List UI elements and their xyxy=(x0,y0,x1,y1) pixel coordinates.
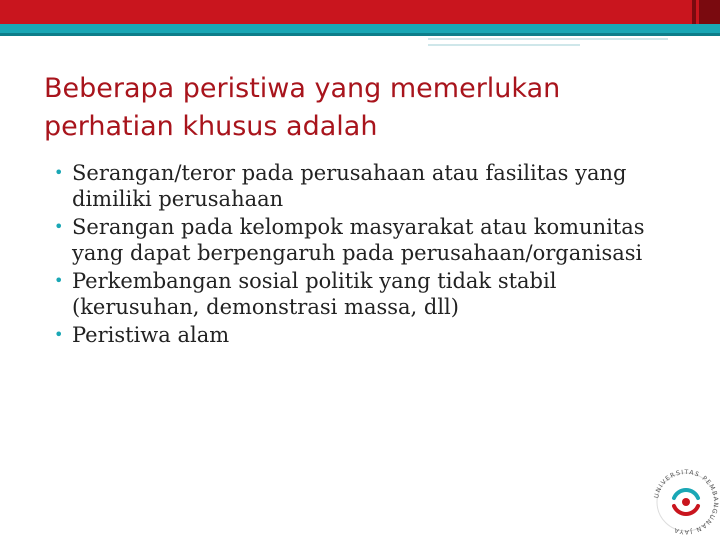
bullet-dot-icon: • xyxy=(54,163,64,182)
svg-text:UNIVERSITAS PEMBANGUNAN JAYA: UNIVERSITAS PEMBANGUNAN JAYA xyxy=(653,468,720,536)
bullet-dot-icon: • xyxy=(54,271,64,290)
bullet-text: Peristiwa alam xyxy=(72,323,230,347)
decor-rule-long xyxy=(428,38,668,40)
bullet-list xyxy=(50,160,690,350)
decor-rule-short xyxy=(428,44,580,46)
header-band-red xyxy=(0,0,720,24)
bullet-item xyxy=(50,268,690,320)
header-band-teal xyxy=(0,24,720,33)
header-accent-line xyxy=(696,0,699,24)
bullet-item xyxy=(50,160,690,212)
bullet-text: Serangan/teror pada perusahaan atau fasilitas yang dimiliki perusahaan xyxy=(72,161,627,211)
bullet-text: Serangan pada kelompok masyarakat atau komunitas yang dapat berpengaruh pada perusahaan/organisasi xyxy=(72,215,645,265)
bullet-item xyxy=(50,322,690,348)
bullet-dot-icon: • xyxy=(54,217,64,236)
slide-title: Beberapa peristiwa yang memerlukan perhatian khusus adalah xyxy=(44,73,561,142)
bullet-dot-icon: • xyxy=(54,325,64,344)
header-band-teal-dark xyxy=(0,33,720,36)
bullet-item xyxy=(50,214,690,266)
university-seal-icon xyxy=(650,462,720,540)
bullet-text: Perkembangan sosial politik yang tidak stabil (kerusuhan, demonstrasi massa, dll) xyxy=(72,269,557,319)
